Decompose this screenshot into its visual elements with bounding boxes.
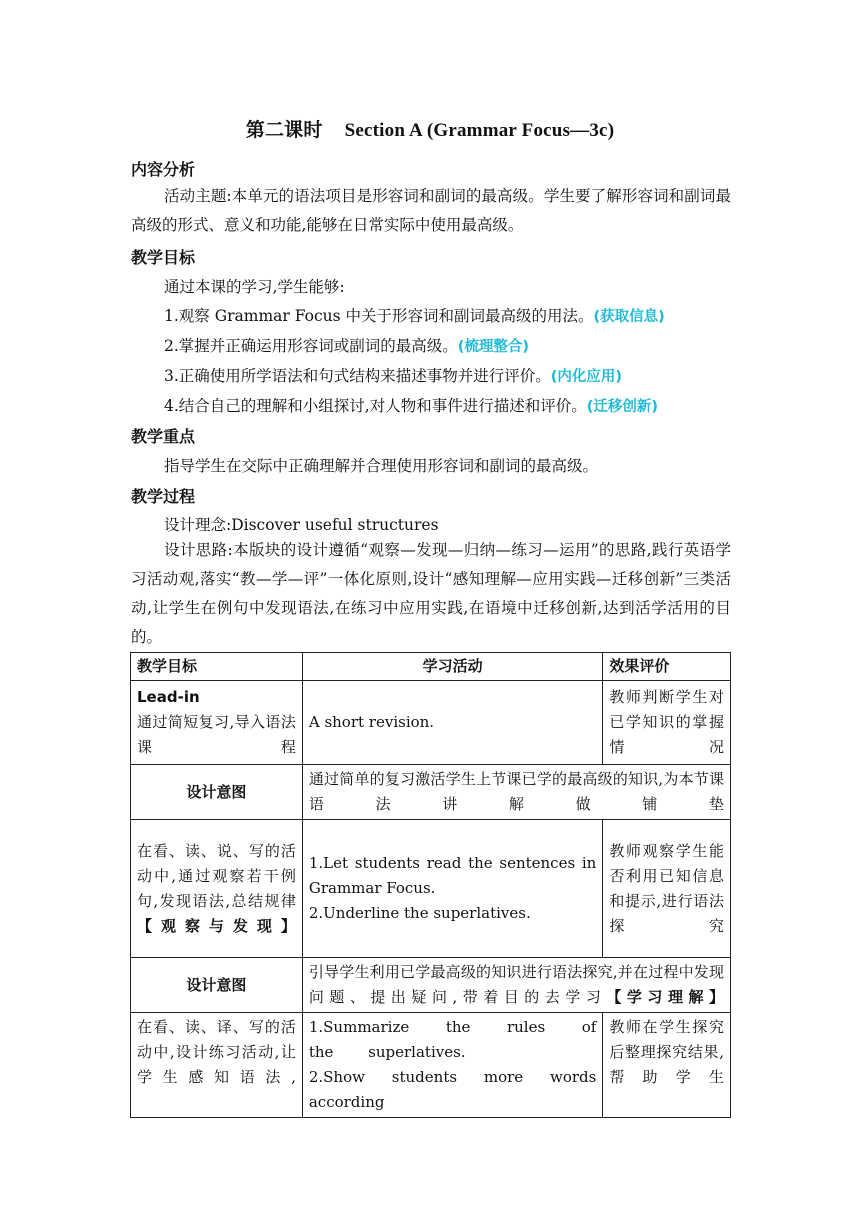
table-row — [131, 820, 731, 958]
key-points-text: 指导学生在交际中正确理解并合理使用形容词和副词的最高级。 — [164, 457, 599, 475]
table-row — [131, 765, 731, 820]
process-idea: 设计思路:本版块的设计遵循“观察—发现—归纳—练习—运用”的思路,践行英语学习活动观,落实“教—学—评”一体化原则,设计“感知理解—应用实践—迁移创新”三类活动,让学生在例句中发现语法,在练习中应用实践,在语境中迁移创新,达到活学活用的目的。 — [131, 541, 731, 646]
row1-eval: 教师判断学生对已学知识的掌握情况 — [603, 681, 731, 765]
row3-activity-1: 1.Summarize the rules of the superlatives. — [308, 1018, 597, 1061]
intent2-label: 设计意图 — [131, 958, 303, 1013]
row2-eval: 教师观察学生能否利用已知信息和提示,进行语法探究 — [603, 820, 731, 958]
objectives-intro: 通过本课的学习,学生能够: — [164, 278, 345, 296]
heading-content-analysis: 内容分析 — [131, 160, 196, 179]
row2-activity-1: 1.Let students read the sentences in Grammar Focus. — [308, 854, 597, 897]
objective-item-1: 1.观察 Grammar Focus 中关于形容词和副词最高级的用法。(获取信息) — [164, 307, 665, 325]
row1-goal-bold: Lead-in — [137, 688, 200, 706]
table-row — [131, 958, 731, 1013]
row1-goal — [131, 681, 303, 765]
row2-activity-2: 2.Underline the superlatives. — [308, 904, 531, 922]
row3-goal: 在看、读、译、写的活动中,设计练习活动,让学生感知语法, — [131, 1013, 303, 1118]
objective-item-3: 3.正确使用所学语法和句式结构来描述事物并进行评价。(内化应用) — [164, 367, 623, 385]
table-row — [131, 1013, 731, 1118]
row1-goal-text: 通过简短复习,导入语法课程 — [137, 713, 296, 756]
header-activity: 学习活动 — [302, 653, 603, 681]
table-row — [131, 681, 731, 765]
table-header-row — [131, 653, 731, 681]
lesson-title-zh: 第二课时 — [245, 119, 323, 141]
intent2-text: 引导学生利用已学最高级的知识进行语法探究,并在过程中发现问题、提出疑问,带着目的去学习【学习理解】 — [302, 958, 730, 1013]
row2-goal-bold: 【观察与发现】 — [137, 916, 296, 935]
row3-activity — [302, 1013, 603, 1118]
row1-activity: A short revision. — [302, 681, 603, 765]
objective-item-4: 4.结合自己的理解和小组探讨,对人物和事件进行描述和评价。(迁移创新) — [164, 397, 658, 415]
intent2-text-bold: 【学习理解】 — [606, 988, 724, 1006]
intent1-text: 通过简单的复习激活学生上节课已学的最高级的知识,为本节课语法讲解做铺垫 — [302, 765, 730, 820]
heading-objectives: 教学目标 — [131, 248, 196, 267]
objective-item-2: 2.掌握并正确运用形容词或副词的最高级。(梳理整合) — [164, 337, 530, 355]
header-evaluation: 效果评价 — [603, 653, 731, 681]
row2-goal: 在看、读、说、写的活动中,通过观察若干例句,发现语法,总结规律【观察与发现】 — [131, 820, 303, 958]
intent1-label: 设计意图 — [131, 765, 303, 820]
lesson-title-en: Section A (Grammar Focus—3c) — [344, 120, 615, 141]
heading-key-points: 教学重点 — [131, 427, 196, 446]
lesson-plan-table — [130, 652, 731, 1118]
row2-activity — [302, 820, 603, 958]
objective-tag-3: (内化应用) — [550, 369, 623, 385]
objective-tag-2: (梳理整合) — [457, 339, 530, 355]
content-analysis-text: 活动主题:本单元的语法项目是形容词和副词的最高级。学生要了解形容词和副词最高级的形式、意义和功能,能够在日常实际中使用最高级。 — [131, 187, 731, 234]
row3-activity-2: 2.Show students more words according — [308, 1068, 597, 1111]
header-goal: 教学目标 — [131, 653, 303, 681]
heading-process: 教学过程 — [131, 487, 196, 506]
lesson-title — [0, 115, 860, 142]
objective-tag-4: (迁移创新) — [586, 399, 658, 415]
row3-eval: 教师在学生探究后整理探究结果,帮助学生 — [603, 1013, 731, 1118]
objective-tag-1: (获取信息) — [593, 309, 665, 325]
process-concept: 设计理念:Discover useful structures — [164, 516, 439, 534]
